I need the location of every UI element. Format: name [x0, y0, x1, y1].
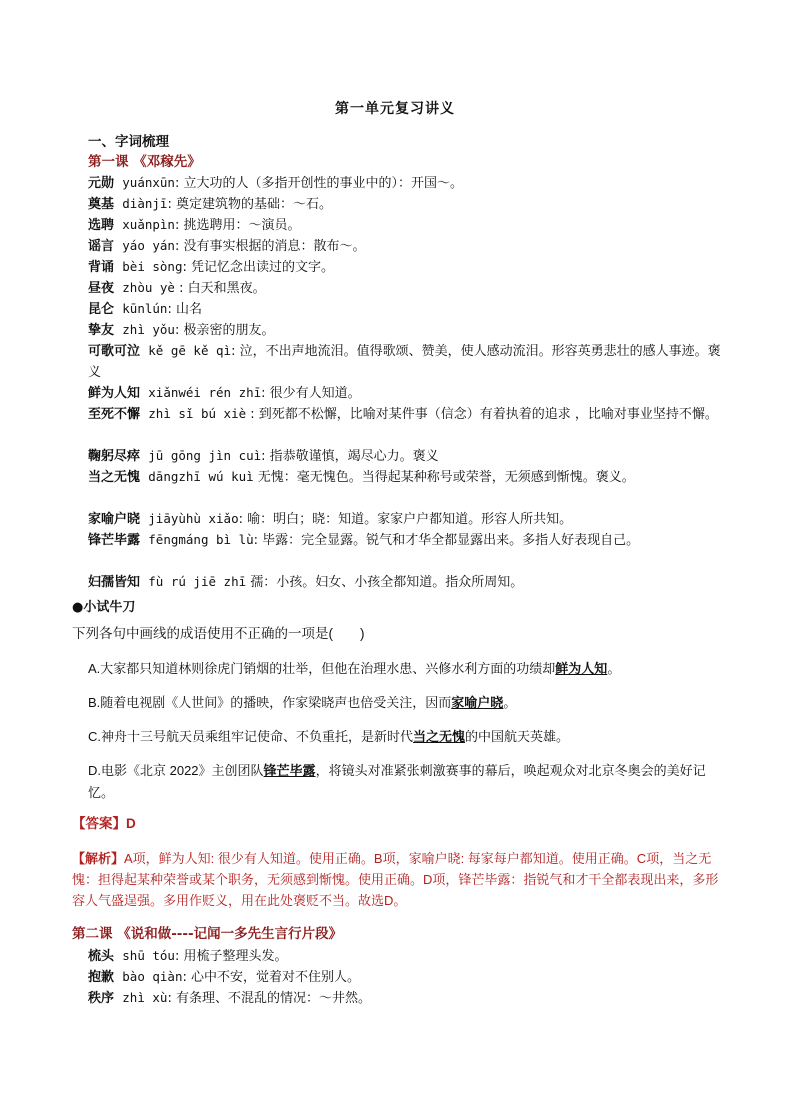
underlined-idiom: 锋芒毕露: [263, 763, 316, 778]
vocab-item: [88, 383, 728, 405]
option-b: [88, 692, 728, 714]
vocab-pinyin: zhì xù: [122, 990, 168, 1005]
vocab-definition: : 用梳子整理头发。: [174, 949, 288, 964]
lesson-heading-2: 第二课 《说和做----记闻一多先生言行片段》: [72, 926, 343, 942]
vocab-item: [88, 173, 728, 195]
vocab-term: 家喻户晓: [88, 512, 141, 527]
vocab-pinyin: xuǎnpìn: [122, 217, 175, 232]
vocab-item: [88, 215, 728, 237]
vocab-pinyin: fù rú jiē zhī: [148, 574, 247, 589]
vocab-term: 鲜为人知: [88, 386, 141, 401]
option-text: ，将镜头对准紧张刺激赛事的幕后，唤起观众对北京冬奥会的美好记忆。: [88, 763, 706, 800]
vocab-item: [88, 988, 728, 1010]
vocab-term: 元勋: [88, 176, 115, 191]
vocab-definition: : 泣，不出声地流泪。值得歌颂、赞美，使人感动流泪。形容英勇悲壮的感人事迹。褒义: [88, 344, 721, 380]
vocab-definition: : 极亲密的朋友。: [174, 323, 275, 338]
vocab-pinyin: jū gōng jìn cuì: [148, 448, 262, 463]
vocab-item: [88, 530, 728, 552]
lesson-heading-1: 第一课 《邓稼先》: [88, 154, 201, 170]
vocab-pinyin: kūnlún: [122, 301, 168, 316]
vocab-item: [88, 404, 728, 426]
vocab-term: 昆仑: [88, 302, 115, 317]
vocab-item: [88, 967, 728, 989]
vocab-definition: : 到死都不松懈，比喻对某件事（信念）有着执着的追求 ，比喻对事业坚持不懈。: [246, 407, 718, 422]
vocab-pinyin: jiāyùhù xiǎo: [148, 511, 239, 526]
option-d: [88, 760, 728, 804]
vocab-term: 背诵: [88, 260, 115, 275]
vocab-item: [88, 341, 728, 383]
option-text: D.电影《北京 2022》主创团队: [88, 763, 264, 778]
vocab-term: 抱歉: [88, 970, 115, 985]
option-text: 的中国航天英雄。: [465, 729, 570, 744]
underlined-idiom: 鲜为人知: [555, 661, 608, 676]
vocab-pinyin: shū tóu: [122, 948, 175, 963]
vocab-term: 挚友: [88, 323, 115, 338]
analysis-text: A项，鲜为人知: 很少有人知道。使用正确。B项，家喻户晓: 每家每户都知道。使用正确。C项，当之无愧：担得起某种荣誉或某个职务，无须感到惭愧。使用正确。D项，锋芒毕露：指锐气和才干全都表现出来，多形容人气盛逞强。多用作贬义，用在此处褒贬不当。故选D。: [72, 851, 719, 908]
vocab-item: [88, 509, 728, 531]
vocab-item: [88, 236, 728, 258]
vocab-item: [88, 278, 728, 300]
vocab-pinyin: fēngmáng bì lù: [148, 532, 254, 547]
vocab-definition: : 喻：明白；晓：知道。家家户户都知道。形容人所共知。: [238, 512, 573, 527]
vocab-definition: : 凭记忆念出读过的文字。: [182, 260, 335, 275]
vocab-definition: : 白天和黑夜。: [174, 281, 266, 296]
vocab-pinyin: yuánxūn: [122, 175, 175, 190]
vocab-pinyin: zhì yǒu: [122, 322, 175, 337]
analysis-label: 【解析】: [72, 851, 125, 866]
vocab-term: 秩序: [88, 991, 115, 1006]
vocab-term: 锋芒毕露: [88, 533, 141, 548]
vocab-definition: : 立大功的人（多指开创性的事业中的）：开国～。: [174, 176, 463, 191]
vocab-definition: : 山名: [167, 302, 202, 317]
vocab-definition: : 毕露：完全显露。锐气和才华全都显露出来。多指人好表现自己。: [253, 533, 640, 548]
vocab-item: [88, 467, 728, 489]
vocab-pinyin: bèi sòng: [122, 259, 183, 274]
vocab-pinyin: zhì sǐ bú xiè: [148, 406, 247, 421]
vocab-definition: : 有条理、不混乱的情况：～井然。: [167, 991, 371, 1006]
vocab-pinyin: dāngzhī wú kuì: [148, 469, 254, 484]
practice-heading: ●小试牛刀: [72, 600, 136, 615]
vocab-item: [88, 946, 728, 968]
option-text: B.随着电视剧《人世间》的播映，作家梁晓声也倍受关注，因而: [88, 695, 452, 710]
vocab-term: 当之无愧: [88, 470, 141, 485]
option-a: [88, 658, 728, 680]
vocab-definition: : 心中不安，觉着对不住别人。: [182, 970, 361, 985]
vocab-term: 选聘: [88, 218, 115, 233]
vocab-item: [88, 572, 728, 594]
vocab-term: 昼夜: [88, 281, 115, 296]
vocab-pinyin: bào qiàn: [122, 969, 183, 984]
vocab-item: [88, 194, 728, 216]
vocab-definition: : 很少有人知道。: [261, 386, 361, 401]
option-text: 。: [607, 661, 621, 676]
vocab-pinyin: xiǎnwéi rén zhī: [148, 385, 262, 400]
vocab-term: 妇孺皆知: [88, 575, 141, 590]
underlined-idiom: 家喻户晓: [451, 695, 504, 710]
question-text: 下列各句中画线的成语使用不正确的一项是( ): [72, 626, 365, 641]
vocab-term: 谣言: [88, 239, 115, 254]
vocab-definition: : 指恭敬谨慎，竭尽心力。褒义: [261, 449, 439, 464]
answer: 【答案】D: [72, 816, 136, 831]
option-text: C.神舟十三号航天员乘组牢记使命、不负重托，是新时代: [88, 729, 414, 744]
vocab-definition: 孺：小孩。妇女、小孩全都知道。指众所周知。: [246, 575, 524, 590]
page-title: 第一单元复习讲义: [335, 101, 455, 117]
vocab-item: [88, 446, 728, 468]
option-text: A.大家都只知道林则徐虎门销烟的壮举，但他在治理水患、兴修水利方面的功绩却: [88, 661, 556, 676]
vocab-term: 奠基: [88, 197, 115, 212]
vocab-pinyin: kě gē kě qì: [148, 343, 232, 358]
vocab-term: 梳头: [88, 949, 115, 964]
vocab-item: [88, 299, 728, 321]
vocab-item: [88, 320, 728, 342]
vocab-term: 鞠躬尽瘁: [88, 449, 141, 464]
option-text: 。: [503, 695, 517, 710]
vocab-item: [88, 257, 728, 279]
vocab-definition: : 奠定建筑物的基础：～石。: [167, 197, 332, 212]
analysis: [72, 848, 726, 911]
vocab-term: 至死不懈: [88, 407, 141, 422]
vocab-definition: 无愧：毫无愧色。当得起某种称号或荣誉，无须感到惭愧。褒义。: [253, 470, 635, 485]
vocab-definition: : 没有事实根据的消息：散布～。: [174, 239, 366, 254]
vocab-pinyin: diànjī: [122, 196, 168, 211]
option-c: [88, 726, 728, 748]
vocab-term: 可歌可泣: [88, 344, 141, 359]
vocab-pinyin: zhòu yè: [122, 280, 175, 295]
vocab-definition: : 挑选聘用：～演员。: [174, 218, 301, 233]
section-heading: 一、字词梳理: [88, 134, 169, 150]
vocab-pinyin: yáo yán: [122, 238, 175, 253]
underlined-idiom: 当之无愧: [413, 729, 466, 744]
